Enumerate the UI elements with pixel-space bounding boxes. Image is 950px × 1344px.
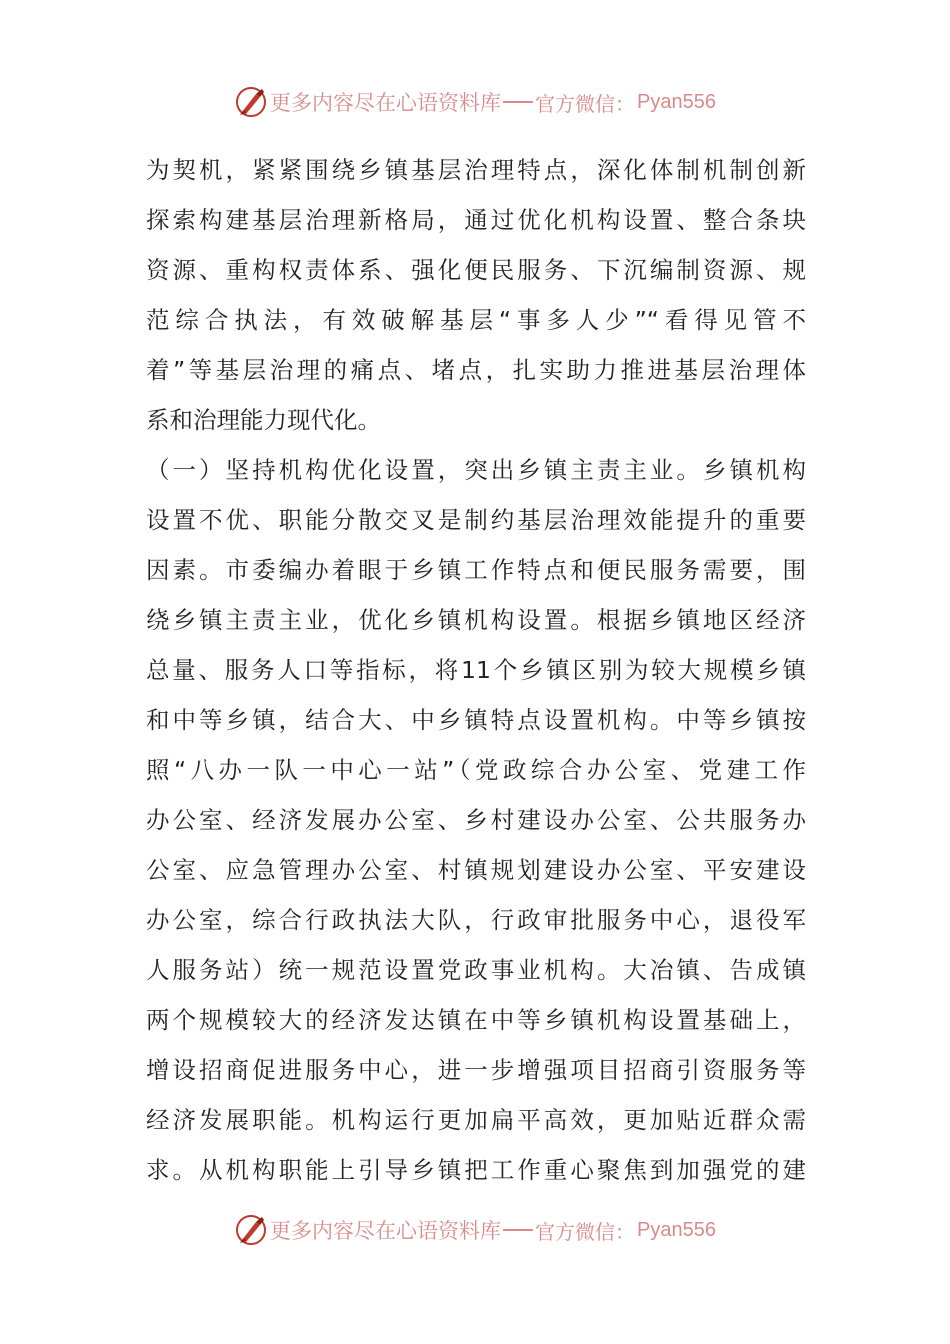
text-line: 求。从机构职能上引导乡镇把工作重心聚焦到加强党的建 [146, 1156, 806, 1184]
banner-wechat-id: Pyan556 [637, 90, 716, 113]
text-line: 因素。市委编办着眼于乡镇工作特点和便民服务需要，围 [146, 556, 806, 584]
banner-wechat-id: Pyan556 [637, 1218, 716, 1241]
body-text [146, 145, 806, 1195]
banner-dash [503, 101, 533, 103]
text-line: 范综合执法，有效破解基层“事多人少”“看得见管不 [146, 306, 806, 334]
text-line: 为契机，紧紧围绕乡镇基层治理特点，深化体制机制创新 [146, 156, 806, 184]
banner-wechat-label: 官方微信： [535, 91, 636, 116]
text-line: 着”等基层治理的痛点、堵点，扎实助力推进基层治理体 [146, 356, 806, 384]
text-line: 系和治理能力现代化。 [146, 406, 381, 434]
banner-dash [503, 1229, 533, 1231]
pen-quill-logo-icon [234, 1213, 268, 1247]
text-line: 经济发展职能。机构运行更加扁平高效，更加贴近群众需 [146, 1106, 806, 1134]
pen-quill-logo-icon [234, 85, 268, 119]
text-line: 人服务站）统一规范设置党政事业机构。大冶镇、告成镇 [146, 956, 806, 984]
text-line: 办公室、经济发展办公室、乡村建设办公室、公共服务办 [146, 806, 806, 834]
banner-site-text: 更多内容尽在心语资料库 [270, 91, 502, 115]
text-line: 总量、服务人口等指标，将11个乡镇区别为较大规模乡镇 [146, 656, 806, 684]
text-line: 公室、应急管理办公室、村镇规划建设办公室、平安建设 [146, 856, 806, 884]
text-line: 资源、重构权责体系、强化便民服务、下沉编制资源、规 [146, 256, 806, 284]
banner-wechat-label: 官方微信： [535, 1219, 636, 1244]
text-line: 探索构建基层治理新格局，通过优化机构设置、整合条块 [146, 206, 806, 234]
text-line: 两个规模较大的经济发达镇在中等乡镇机构设置基础上， [146, 1006, 806, 1034]
banner-site-text: 更多内容尽在心语资料库 [270, 1219, 502, 1243]
text-line: （一）坚持机构优化设置，突出乡镇主责主业。乡镇机构 [146, 456, 806, 484]
text-line: 和中等乡镇，结合大、中乡镇特点设置机构。中等乡镇按 [146, 706, 806, 734]
text-line: 设置不优、职能分散交叉是制约基层治理效能提升的重要 [146, 506, 806, 534]
text-line: 照“八办一队一中心一站”（党政综合办公室、党建工作 [146, 756, 806, 784]
header-banner [0, 84, 950, 120]
text-line: 办公室，综合行政执法大队，行政审批服务中心，退役军 [146, 906, 806, 934]
text-line: 绕乡镇主责主业，优化乡镇机构设置。根据乡镇地区经济 [146, 606, 806, 634]
footer-banner [0, 1212, 950, 1248]
text-line: 增设招商促进服务中心，进一步增强项目招商引资服务等 [146, 1056, 806, 1084]
